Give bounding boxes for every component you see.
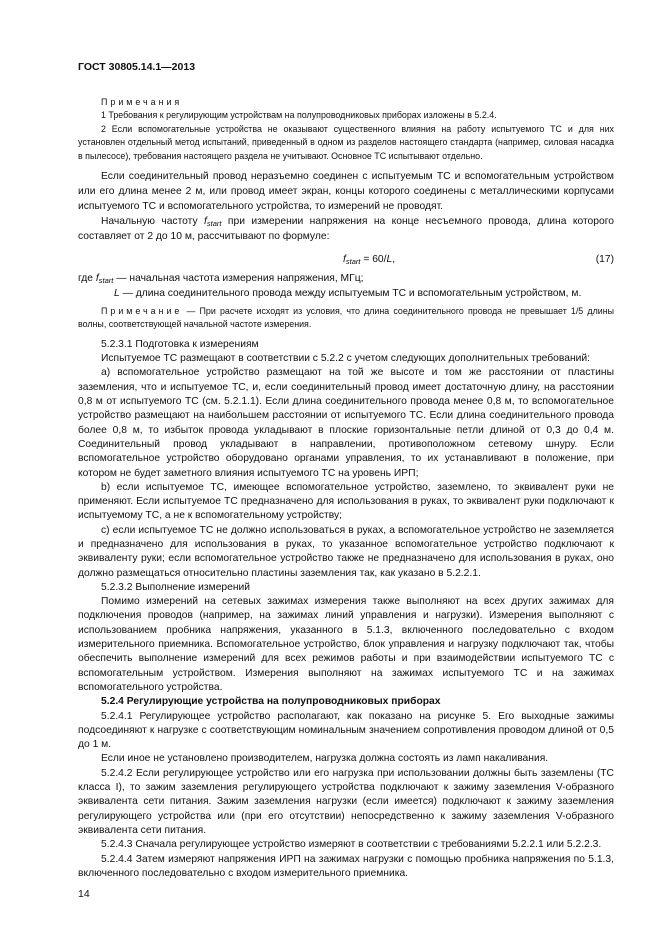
paragraph: Помимо измерений на сетевых зажимах измерения также выполняют на всех других зажимах для подключения проводов (например, на зажимах линий управления и нагрузки). Измерения выполняют с использованием пробника напряжения, указанного в 5.1.3, включенного последовательно с входом измерительного приемника. Вспомогательное устройство, блок управления и нагрузку подключают так, чтобы обеспечить выполнение измерений для всех режимов работы и при взаимодействии испытуемого ТС с вспомогательным устройством. Измерения выполняют на зажимах испытуемого ТС и на зажимах вспомогательного устройства. xyxy=(78,596,614,693)
list-item: b) если испытуемое ТС, имеющее вспомогательное устройство, заземлено, то эквивалент руки не применяют. Если испытуемое ТС предназначено для использования в руках, то эквивалент руки подключают к испытуемому ТС, а не к вспомогательному устройству; xyxy=(78,481,614,522)
paragraph: 5.2.4.3 Сначала регулирующее устройство измеряют в соответствии с требованиями 5.2.2.1 или 5.2.2.3. xyxy=(101,839,602,851)
var-f: f xyxy=(204,216,207,228)
definition: — начальная частота измерения напряжения, МГц; xyxy=(113,273,364,285)
where-prefix: где xyxy=(78,273,96,285)
var-sub: start xyxy=(98,276,114,286)
list-item: а) вспомогательное устройство размещают на той же высоте и том же расстоянии от пластины заземления, что и испытуемое ТС, и, если соединительный провод имеет достаточную длину, на расстоянии 0,8 м от испытуемого ТС (см. 5.2.1.1). Если длина соединительного провода менее 0,8 м, то вспомогательное устройство размещают на наибольшем расстоянии от испытуемого ТС. Если длина соединительного провода более 0,8 м, то избыток провода укладывают в плоские горизонтальные петли длиной от 0,3 до 0,4 м. Соединительный провод укладывают в направлении, противоположном сетевому шнуру. Если вспомогательное устройство оборудовано органами управления, то их устанавливают в положение, при котором не будет заметного влияния испытуемого ТС на уровень ИРП; xyxy=(78,367,614,479)
var-f: f xyxy=(95,273,99,285)
definition: — длина соединительного провода между испытуемым ТС и вспомогательным устройством, м. xyxy=(119,288,582,300)
list-item: с) если испытуемое ТС не должно использоваться в руках, а вспомогательное устройство не заземляется и предназначено для использования в руках, то указанное вспомогательное устройство подключают к эквиваленту руки; если вспомогательное устройство также не предназначено для использования в руках, оно должно размещаться относительно пластины заземления так, как указано в 5.2.2.1. xyxy=(78,524,614,579)
var-sub: start xyxy=(206,219,222,229)
document-header: ГОСТ 30805.14.1—2013 xyxy=(78,61,196,73)
text: при измерении напряжения на конце несъемного провода, длина которого составляет от 2 до 10 м, рассчитывают по формуле: xyxy=(78,216,614,243)
text: Начальную частоту xyxy=(101,216,205,228)
section-heading: 5.2.3.2 Выполнение измерений xyxy=(101,581,251,593)
paragraph: Испытуемое ТС размещают в соответствии с 5.2.2 с учетом следующих дополнительных требований: xyxy=(101,353,591,365)
paragraph: 5.2.4.2 Если регулирующее устройство или его нагрузка при использовании должны быть заземлены (ТС класса I), то зажим заземления регулирующего устройства подключают к зажиму заземления V-образного эквивалента сети питания. Зажим заземления нагрузки (если имеется) подключают к зажиму заземления регулирующего устройства или (при его отсутствии) непосредственно к зажиму заземления V-образного эквивалента сети питания. xyxy=(78,767,614,836)
section-heading: 5.2.3.1 Подготовка к измерениям xyxy=(101,338,259,350)
var-L: L xyxy=(386,254,393,266)
notes-block xyxy=(78,96,614,163)
var-sub: start xyxy=(345,257,361,267)
body-text xyxy=(78,338,614,881)
paragraph: 5.2.4.4 Затем измеряют напряжения ИРП на зажимах нагрузки с помощью пробника напряжения по 5.1.3, включенного последовательно с входом измерительного приемника. xyxy=(78,853,614,879)
formula xyxy=(78,252,614,268)
paragraph xyxy=(78,214,614,244)
note-label: Примечание xyxy=(101,306,183,317)
paragraph: Если иное не установлено производителем, нагрузка должна состоять из ламп накаливания. xyxy=(101,753,549,765)
notes-title: Примечания xyxy=(101,97,183,107)
formula-eq: = 60/ xyxy=(360,254,387,266)
var-f: f xyxy=(343,254,346,266)
section-heading: 5.2.4 Регулирующие устройства на полупроводниковых приборах xyxy=(101,696,441,708)
formula-number: (17) xyxy=(595,254,614,266)
note-text: — При расчете исходят из условия, что длина соединительного провода не превышает 1/5 длины волны, соответствующей начальной частоте измерения. xyxy=(78,306,614,330)
paragraph: 5.2.4.1 Регулирующее устройство располагают, как показано на рисунке 5. Его выходные зажимы подсоединяют к нагрузке с соответствующим номинальным значением сопротивления проводом длиной от 0,5 до 1 м. xyxy=(78,710,614,751)
var-L: L xyxy=(114,288,120,300)
where-block xyxy=(78,271,614,301)
page-number: 14 xyxy=(78,888,90,901)
paragraph: Если соединительный провод неразъемно соединен с испытуемым ТС и вспомогательным устройством или его длина менее 2 м, или провод имеет экран, концы которого соединены с металлическими корпусами испытуемого ТС и вспомогательного устройства, то измерений не проводят. xyxy=(78,171,614,213)
document-page xyxy=(78,0,614,931)
note-item: 2 Если вспомогательные устройства не оказывают существенного влияния на работу испытуемого ТС и для них установлен отдельный метод испытаний, приведенный в одном из разделов настоящего стандарта (например, силовая насадка в пылесосе), требования настоящего раздела не учитывают. Основное ТС испытывают отдельно. xyxy=(78,123,614,161)
note-item: 1 Требования к регулирующим устройствам на полупроводниковых приборах изложены в 5.2.4. xyxy=(101,110,497,121)
formula-tail: , xyxy=(392,254,396,266)
note xyxy=(78,305,614,332)
